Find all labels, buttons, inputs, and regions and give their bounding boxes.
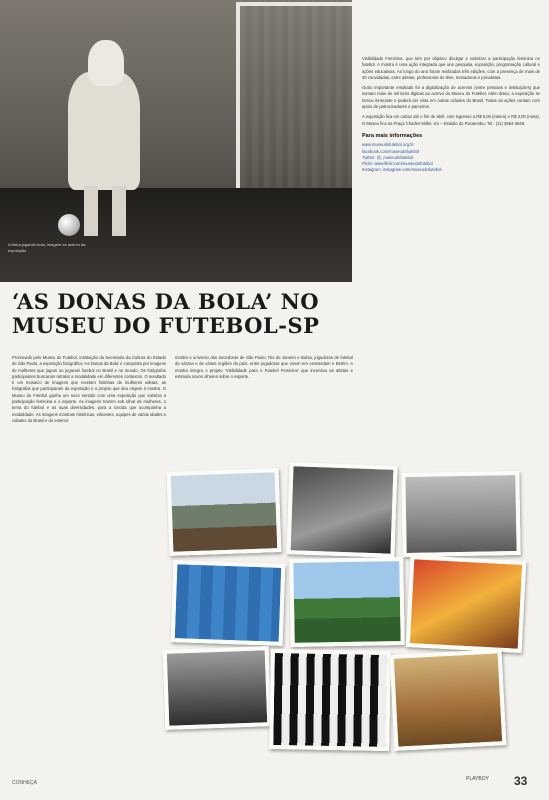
- right-paragraph: A exposição fica em cartaz até o fim de abril, com ingresso a R$ 6,00 (inteira) e R$ 3,00 (meia). O Museu fica na Praça Charles Miller, s/n – Estádio do Pacaembu. Tel.: (11) 3664-3848.: [362, 114, 540, 126]
- collage-photo: [269, 649, 391, 751]
- collage-photo: [163, 646, 272, 730]
- right-paragraph: Outro importante resultado foi a digitalização de acervos (entre pessoas e instituições) que somam mais de mil itens digitais ao acervo do Museu do Futebol. Além disso, a exposição se tornou itinerante e poderá ser vista em outras cidades do Brasil. Todas as ações contam com apoio de patrocinadores e parceiros.: [362, 85, 540, 110]
- footer-section-label: CONHEÇA: [12, 780, 38, 786]
- court-floor: [0, 188, 352, 282]
- photo-caption: A freira jogando bola, imagem do acervo da exposição: [8, 242, 86, 253]
- info-link[interactable]: Instagram: instagram.com/museudofutebol: [362, 167, 442, 173]
- info-link[interactable]: facebook.com/museudofutebol: [362, 148, 420, 154]
- hero-photo: [0, 0, 352, 282]
- photo-collage: [158, 462, 530, 762]
- info-link[interactable]: www.museudofutebol.org.br: [362, 142, 414, 148]
- collage-photo: [171, 560, 286, 646]
- body-column-2: mostra o universo das torcedoras de São Paulo, Rio de Janeiro e Bahia, jogadoras de futebol de várzea e de várias regiões do país, entre jogadoras que vivem em Amsterdam e Berlim. A mostra integra o projeto ‘Visibilidade para o Futebol Feminino’ que incentiva as atletas e estimula novos olhares sobre o esporte.: [175, 355, 353, 379]
- body-column-1: Promovido pelo Museu do Futebol, instituição da Secretaria da Cultura do Estado de São Paulo, a exposição fotográfica ‘As Donas da Bola’ é composta por imagens de mulheres que jogam ou jogaram futebol no Brasil e no mundo. Os fotógrafos participantes buscaram retratar a modalidade em diferentes contextos. O resultado é um mosaico de imagens que revelam histórias de mulheres atletas, as fotógrafas que participaram da exposição e o projeto que deu origem à mostra. O Museu do Futebol ganha um novo sentido com uma exposição que valoriza a participação feminina e o esporte. As imagens trazem sob olhar de mulheres, o tema do futebol e as suas diversidades, para a torcida que acompanha a modalidade. As imagens mostram históricas, vibrantes, equipes de várias idades e cidades do Brasil e do exterior.: [12, 355, 166, 423]
- right-column: [362, 56, 540, 174]
- collage-photo: [406, 555, 527, 653]
- article-title: [12, 290, 352, 338]
- info-box: [362, 133, 540, 174]
- goal-post: [236, 2, 352, 196]
- footer-magazine-name: PLAYBOY: [466, 776, 489, 782]
- collage-photo: [286, 462, 397, 558]
- collage-photo: [167, 468, 282, 556]
- title-line: MUSEU DO FUTEBOL-SP: [12, 313, 320, 338]
- info-link[interactable]: Twitter: @_museudofutebol: [362, 154, 414, 160]
- title-line: ‘AS DONAS DA BOLA’ NO: [12, 289, 320, 314]
- collage-photo: [390, 649, 507, 751]
- nun-veil: [88, 40, 124, 86]
- info-box-title: Para mais informações: [362, 132, 423, 139]
- nun-figure: [68, 72, 140, 190]
- nun-leg: [84, 186, 98, 236]
- page-number: 33: [514, 774, 528, 788]
- soccer-ball-icon: [58, 214, 80, 236]
- collage-photo: [401, 471, 520, 557]
- collage-photo: [289, 557, 405, 647]
- info-link[interactable]: Flickr: www.flickr.com/museudofutebol: [362, 161, 433, 167]
- right-paragraph: Visibilidade Feminina, que tem por objetivo divulgar e valorizar a participação feminina no futebol. A mostra é uma ação integrada que une pesquisa, exposição, programação cultural e ações educativas. Ao longo do ano foram realizadas três edições, com a presença de mais de 30 convidadas, entre atletas, professoras do time, treinadoras e jornalistas.: [362, 56, 540, 80]
- nun-leg: [112, 186, 126, 236]
